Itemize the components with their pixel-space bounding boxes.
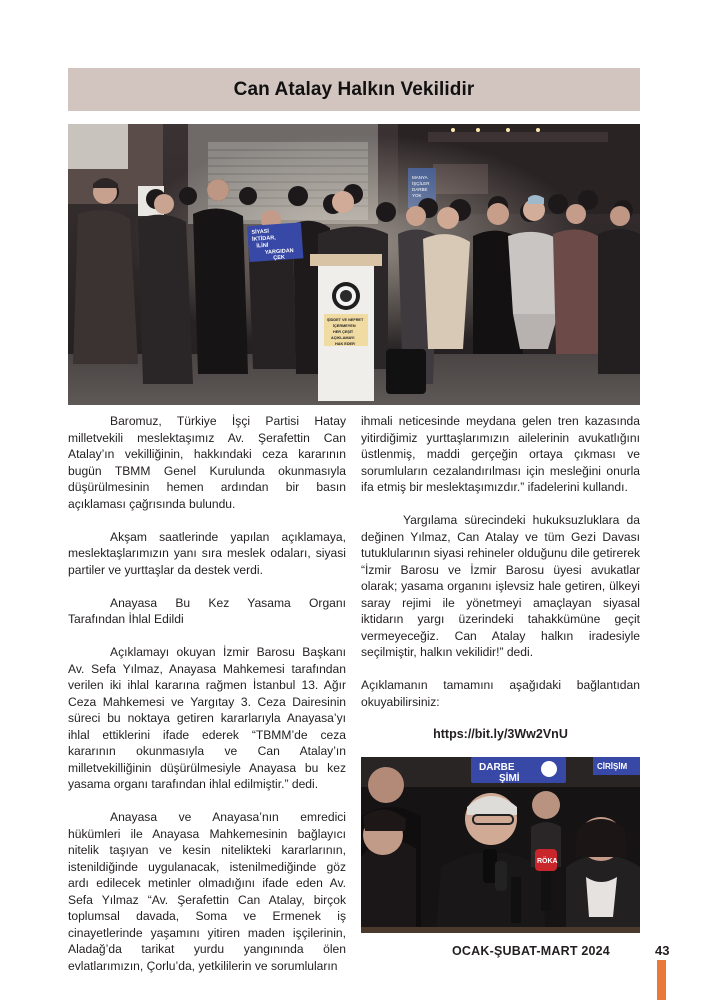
banner-text: CİRİŞİM (597, 762, 628, 771)
podium-text: HER ÇEŞİT (333, 330, 354, 334)
banner-text: ŞİMİ (499, 773, 520, 784)
paragraph: Baromuz, Türkiye İşçi Partisi Hatay milletvekili meslektaşımız Av. Şerafettin Can Atalay’ın vekilliğinin, hakkındaki ceza kararının bugün TBMM Genel Kurulunda okunmasıyla düşürülmesinin hemen ardından bir basın açıklaması çağrısında bulundu. (68, 414, 346, 511)
placard-text: İLİNİ (256, 242, 269, 250)
placard-text: SİYASİ (251, 228, 270, 236)
podium-text: ŞİDDET VE NEFRET (327, 318, 364, 322)
mic-label: RÖKA (537, 858, 558, 865)
paragraph: Yargılama sürecindeki hukuksuzluklara da değinen Yılmaz, Can Atalay ve tüm Gezi Davası tutuklularının siyasi rehineler olduğunu dile getirerek “İzmir Barosu ve İzmir Barosu üyesi avukatlar olarak; yasama organını işlevsiz hale getiren, ülkeyi saray rejimi ile yönetmeyi amaçlayan siyasal iktidarın yargı üzerindeki tahakkümüne geçit vermeyeceğiz. Can Atalay halkın iradesiyle seçilmiştir, halkın vekilidir!” dedi. (361, 513, 640, 659)
page-accent-bar (657, 960, 666, 1000)
issue-label: OCAK-ŞUBAT-MART 2024 (452, 944, 610, 958)
article-link[interactable]: https://bit.ly/3Ww2VnU (433, 727, 568, 741)
subheading: Anayasa Bu Kez Yasama Organı Tarafından İhlal Edildi (68, 595, 346, 626)
placard-text: YARGIDAN (264, 247, 294, 256)
paragraph: Akşam saatlerinde yapılan açıklamaya, meslektaşlarımızın yanı sıra meslek odaları, siyasi partiler ve yurttaşlar da destek verdi. (68, 529, 346, 577)
paragraph: Anayasa ve Anayasa’nın emredici hükümleri ile Anayasa Mahkemesinin bağlayıcı nitelik taşıyan ve kesin nitelikteki kararlarının, istenildiğinde uygulanacak, istenilmediğinde göz ardı edilecek metinler olmadığını ifade eden Av. Sefa Yılmaz “Av. Şerafettin Can Atalay, birçok toplumsal davada, Soma ve Ermenek iş cinayetlerinde yaşamını yitiren maden işçilerinin, Aladağ’da tarikat yurdu yangınında ölen evlatlarımızın, Çorlu’da, yetkililerin ve sorumluların (68, 810, 346, 973)
podium-text: İÇERMEYEN (333, 324, 356, 328)
article-title: Can Atalay Halkın Vekilidir (233, 78, 475, 100)
speaker-photo (361, 757, 640, 933)
podium-text: HAK EDER (335, 342, 355, 346)
paragraph: Açıklamayı okuyan İzmir Barosu Başkanı Av. Sefa Yılmaz, Anayasa Mahkemesi tarafından verilen iki ihlal kararına rağmen İstanbul 13. Ağır Ceza Mahkemesi ve Yargıtay 3. Ceza Dairesinin süreci bu noktaya getiren kararlarıyla Anayasa’yı ihlal ettiklerini ifade ederek “TBMM’de ceza kararının okunmasıyla ve Can Atalay’ın milletvekilliğinin düşürülmesiyle Anayasa bu kez yasama organı tarafından ihlal edilmiştir.” dedi. (68, 645, 346, 791)
paragraph: ihmali neticesinde meydana gelen tren kazasında yitirdiğimiz yurttaşlarımızın ailelerinin avukatlığını üstlenmiş, maddi gerçeğin ortaya çıkması ve sorumluların cezalandırılması için mesleğini onurla ifa etmiş bir meslektaşımızdır.” ifadelerini kullandı. (361, 414, 640, 494)
podium (310, 254, 382, 401)
paragraph: Açıklamanın tamamını aşağıdaki bağlantıdan okuyabilirsiniz: (361, 678, 640, 709)
article-column-right (361, 413, 640, 743)
banner-text: DARBE (479, 762, 515, 773)
page-number: 43 (655, 943, 670, 958)
press-statement-photo (68, 124, 640, 405)
article-title-bar (68, 68, 640, 111)
podium-text: AÇIKLAMAYI (331, 336, 355, 340)
placard-text: ÇEK (273, 254, 286, 262)
placard-text: İKTİDAR, (251, 235, 276, 243)
article-column-left (68, 413, 346, 974)
